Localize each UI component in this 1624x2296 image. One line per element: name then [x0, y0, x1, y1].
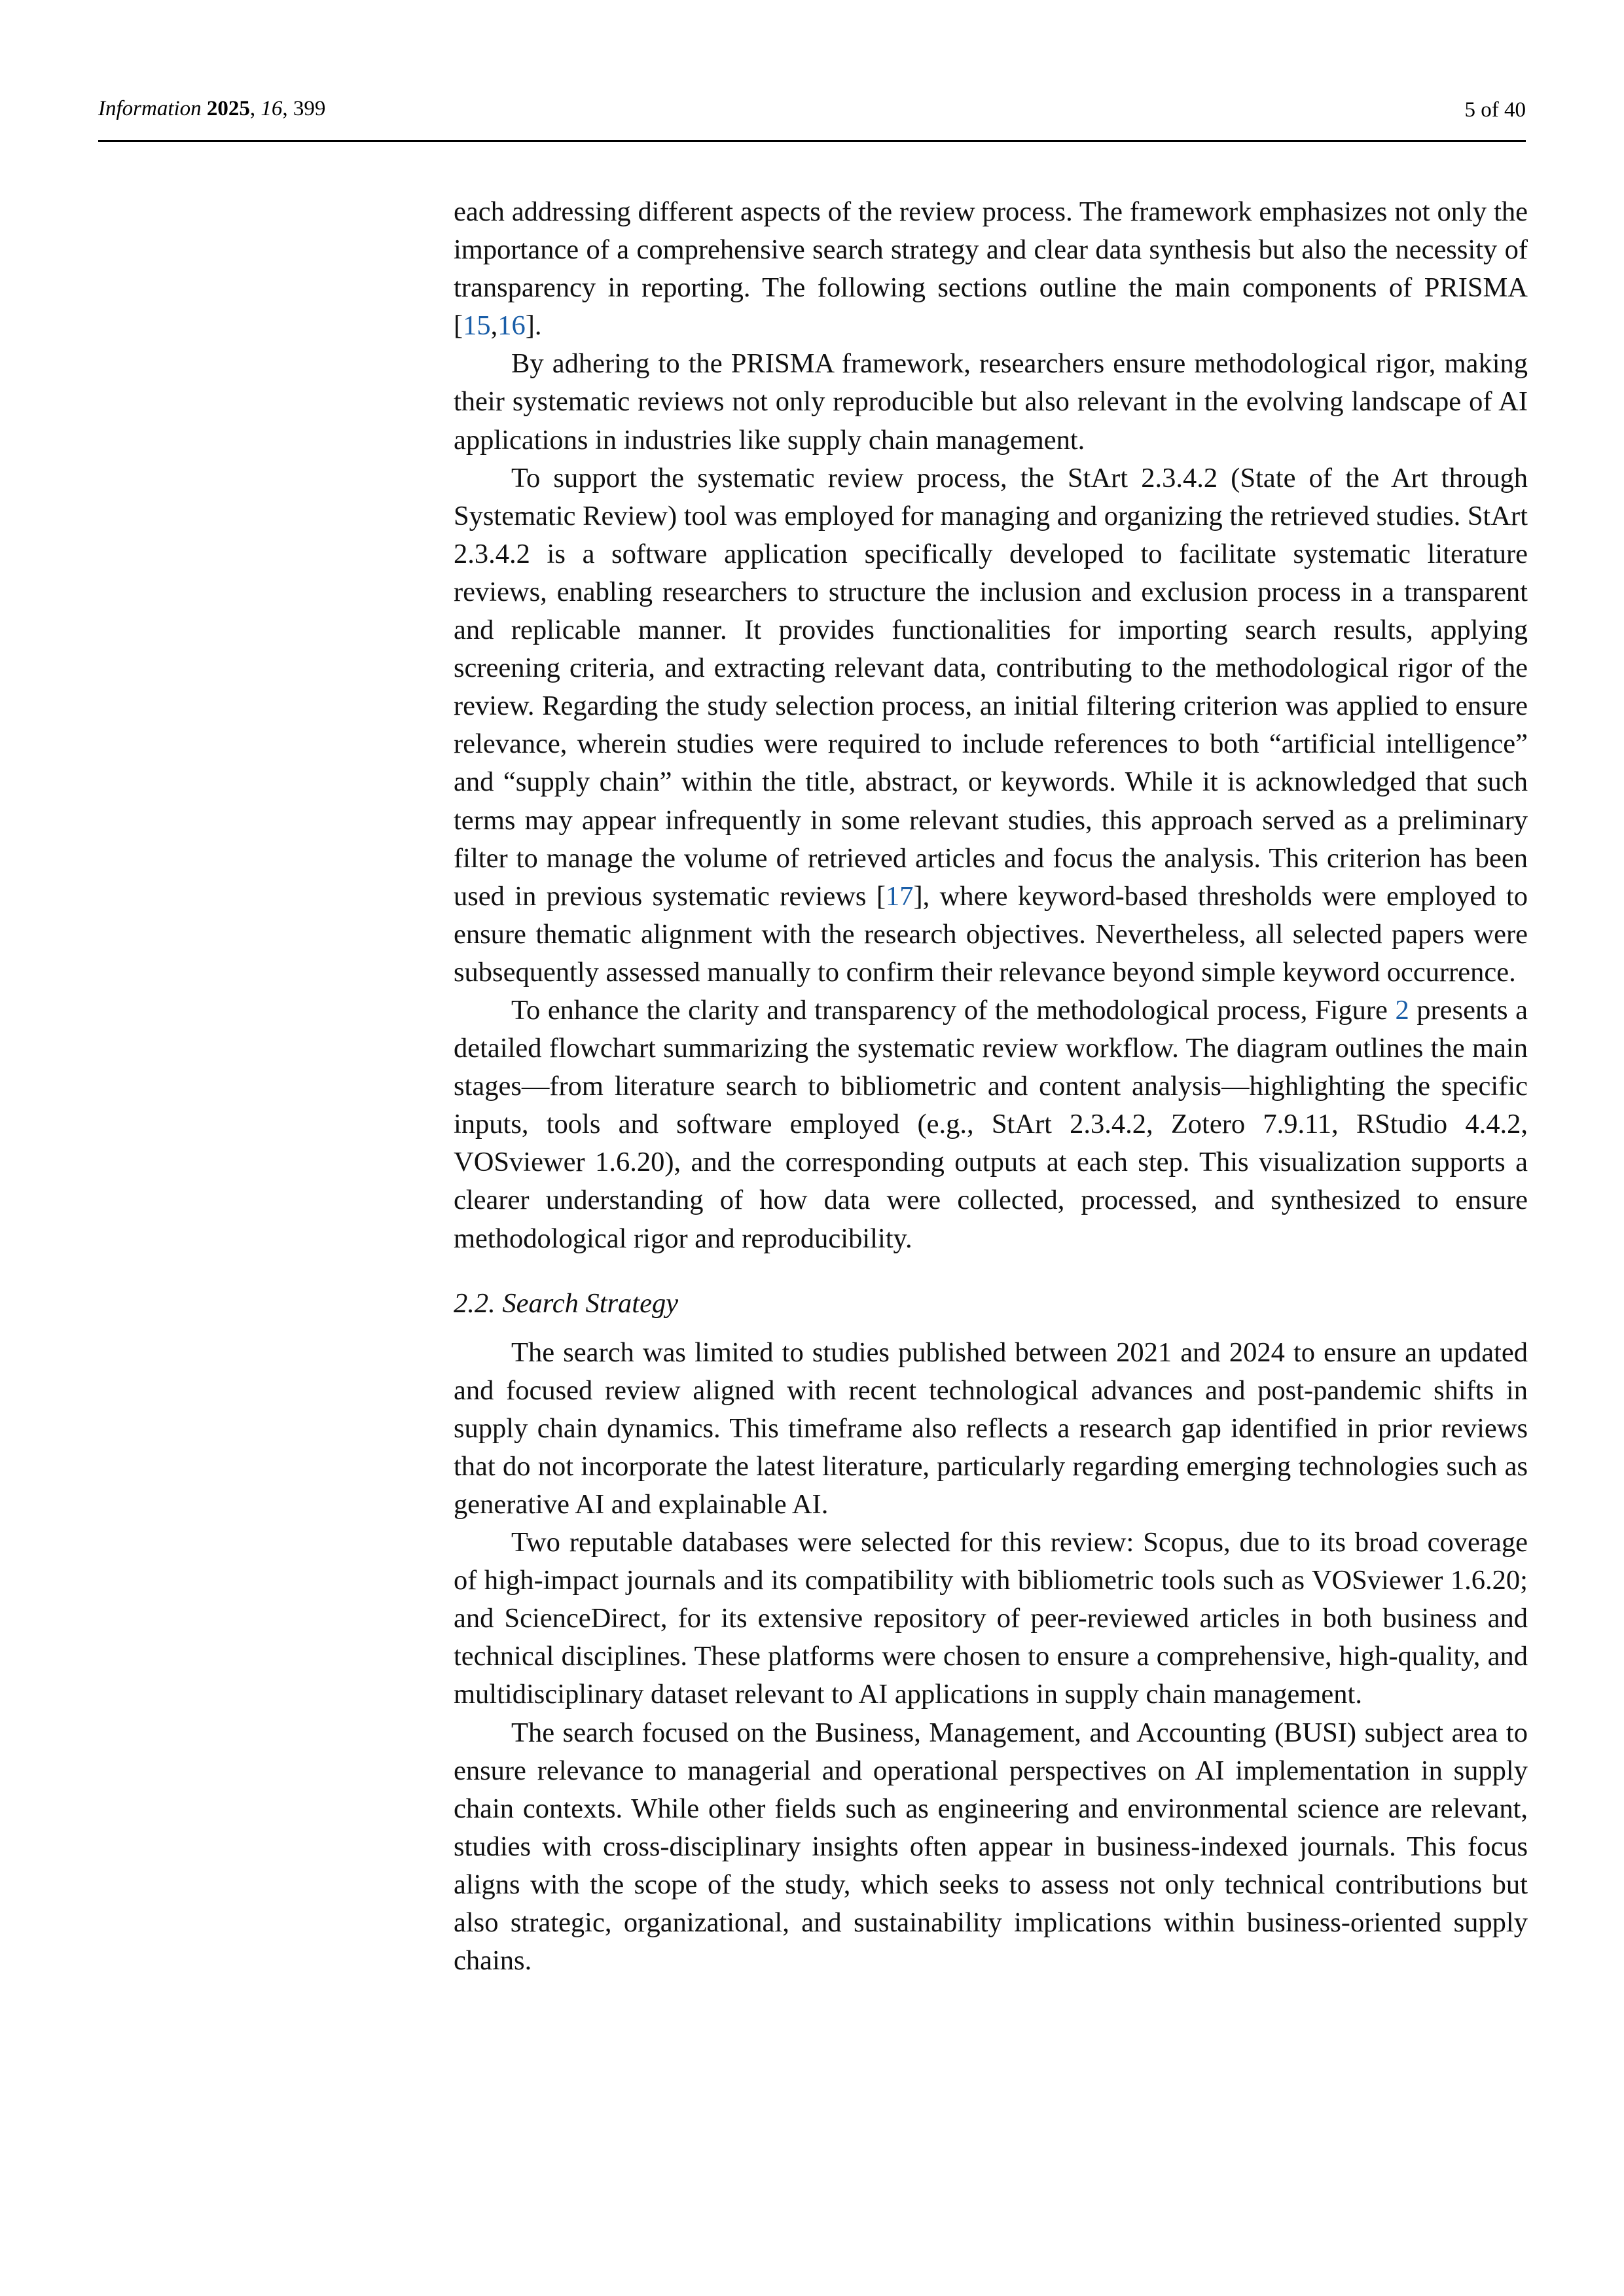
journal-volume: 16 [261, 97, 283, 120]
text-run: ], where keyword-based thresholds were employed to ensure thematic alignment with the research objectives. Nevertheless, all selected papers were subsequently assessed manually to confirm their relevance beyond simple keyword occurrence. [454, 880, 1528, 988]
figure-link-2[interactable]: 2 [1395, 994, 1409, 1026]
text-run: presents a detailed flowchart summarizing the systematic review workflow. The diagram outlines the main stages—from literature search to bibliometric and content analysis—highlighting the specific inputs, tools and software employed (e.g., StArt 2.3.4.2, Zotero 7.9.11, RStudio 4.4.2, VOSviewer 1.6.20), and the corresponding outputs at each step. This visualization supports a clearer understanding of how data were collected, processed, and synthesized to ensure methodological rigor and reproducibility. [454, 994, 1528, 1254]
citation-link-15[interactable]: 15 [463, 310, 491, 342]
text-run: ]. [525, 310, 542, 342]
paragraph-prisma-overview [454, 193, 1528, 345]
article-body [454, 193, 1528, 1980]
journal-year: 2025 [206, 97, 250, 120]
journal-citation: Information 2025, 16, 399 [98, 97, 326, 120]
paragraph-start-tool [454, 459, 1528, 992]
section-heading-search-strategy: 2.2. Search Strategy [454, 1287, 679, 1319]
citation-link-17[interactable]: 17 [886, 880, 914, 912]
journal-name: Information [98, 97, 202, 120]
paragraph-timeframe: The search was limited to studies published between 2021 and 2024 to ensure an updated and focused review aligned with recent technological advances and post-pandemic shifts in supply chain dynamics. This timeframe also reflects a research gap identified in prior reviews that do not incorporate the latest literature, particularly regarding emerging technologies such as generative AI and explainable AI. [454, 1336, 1528, 1520]
paragraph-flowchart [454, 992, 1528, 1258]
paragraph-subject-area: The search focused on the Business, Management, and Accounting (BUSI) subject area to ensure relevance to managerial and operational perspectives on AI implementation in supply chain contexts. While other fields such as engineering and environmental science are relevant, studies with cross-disciplinary insights often appear in business-indexed journals. This focus aligns with the scope of the study, which seeks to assess not only technical contributions but also strategic, organizational, and sustainability implications within business-oriented supply chains. [454, 1717, 1528, 1977]
article-number: 399 [293, 97, 326, 120]
page-number: 5 of 40 [1464, 98, 1526, 122]
paragraph-databases: Two reputable databases were selected for this review: Scopus, due to its broad coverage of high-impact journals and its compatibility with bibliometric tools such as VOSviewer 1.6.20; and ScienceDirect, for its extensive repository of peer-reviewed articles in both business and technical disciplines. These platforms were chosen to ensure a comprehensive, high-quality, and multidisciplinary dataset relevant to AI applications in supply chain management. [454, 1527, 1528, 1710]
text-run: To enhance the clarity and transparency of the methodological process, Figure [511, 994, 1396, 1026]
text-run: To support the systematic review process, the StArt 2.3.4.2 (State of the Art through Systematic Review) tool was employed for managing and organizing the retrieved studies. StArt 2.3.4.2 is a software application specifically developed to facilitate systematic literature reviews, enabling researchers to structure the inclusion and exclusion process in a transparent and replicable manner. It provides functionalities for importing search results, applying screening criteria, and extracting relevant data, contributing to the methodological rigor of the review. Regarding the study selection process, an initial filtering criterion was applied to ensure relevance, wherein studies were required to include references to both “artificial intelligence” and “supply chain” within the title, abstract, or keywords. While it is acknowledged that such terms may appear infrequently in some relevant studies, this approach served as a preliminary filter to manage the volume of retrieved articles and focus the analysis. This criterion has been used in previous systematic reviews [ [454, 462, 1528, 912]
text-run: , [490, 310, 498, 342]
running-header [98, 90, 1526, 142]
citation-link-16[interactable]: 16 [497, 310, 526, 342]
text-run: each addressing different aspects of the review process. The framework emphasizes not only the importance of a comprehensive search strategy and clear data synthesis but also the necessity of transparency in reporting. The following sections outline the main components of PRISMA [ [454, 196, 1528, 342]
paragraph-prisma-rigor: By adhering to the PRISMA framework, researchers ensure methodological rigor, making their systematic reviews not only reproducible but also relevant in the evolving landscape of AI applications in industries like supply chain management. [454, 348, 1528, 456]
